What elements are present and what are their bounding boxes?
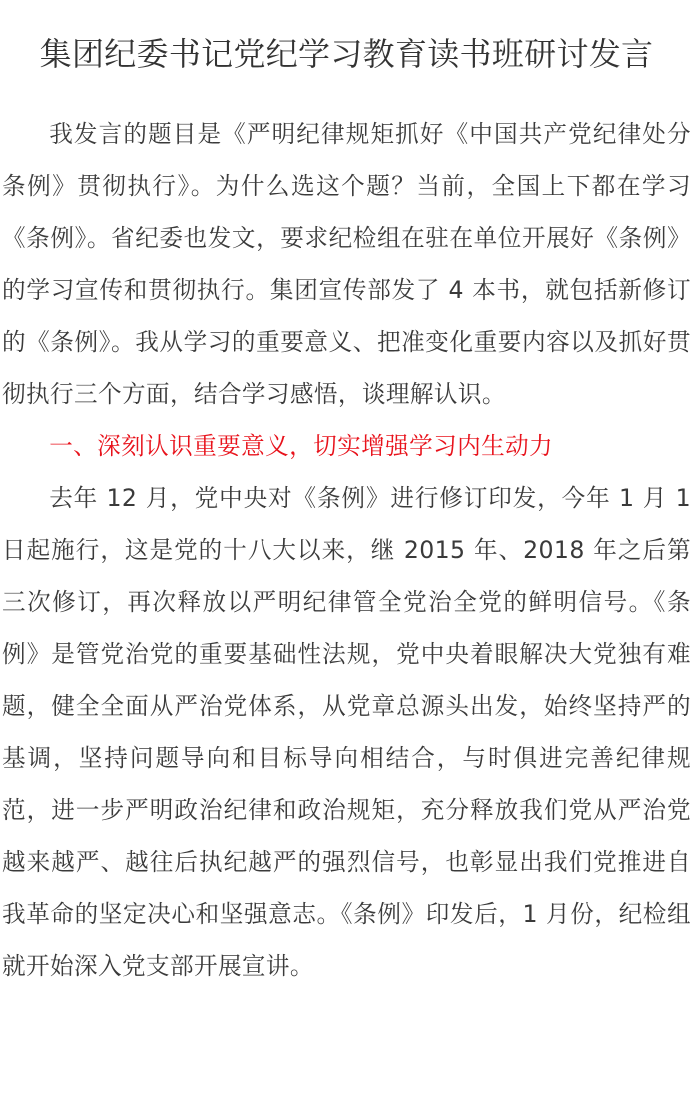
- section-heading: 一、深刻认识重要意义，切实增强学习内生动力: [49, 432, 554, 460]
- intro-paragraph: 我发言的题目是《严明纪律规矩抓好《中国共产党纪律处分条例》贯彻执行》。为什么选这个题？当前，全国上下都在学习《条例》。省纪委也发文，要求纪检组在驻在单位开展好《条例》的学习宣传和贯彻执行。集团宣传部发了 4 本书，就包括新修订的《条例》。我从学习的重要意义、把准变化重要内容以及抓好贯彻执行三个方面，结合学习感悟，谈理解认识。: [2, 120, 691, 408]
- body-paragraph: 去年 12 月，党中央对《条例》进行修订印发，今年 1 月 1 日起施行，这是党的十八大以来，继 2015 年、2018 年之后第三次修订，再次释放以严明纪律管全党治全党的鲜明信号。《条例》是管党治党的重要基础性法规，党中央着眼解决大党独有难题，健全全面从严治党体系，从党章总源头出发，始终坚持严的基调，坚持问题导向和目标导向相结合，与时俱进完善纪律规范，进一步严明政治纪律和政治规矩，充分释放我们党从严治党越来越严、越往后执纪越严的强烈信号，也彰显出我们党推进自我革命的坚定决心和坚强意志。《条例》印发后，1 月份，纪检组就开始深入党支部开展宣讲。: [2, 484, 691, 980]
- document-body: [0, 108, 693, 992]
- document-title: 集团纪委书记党纪学习教育读书班研讨发言: [39, 35, 654, 73]
